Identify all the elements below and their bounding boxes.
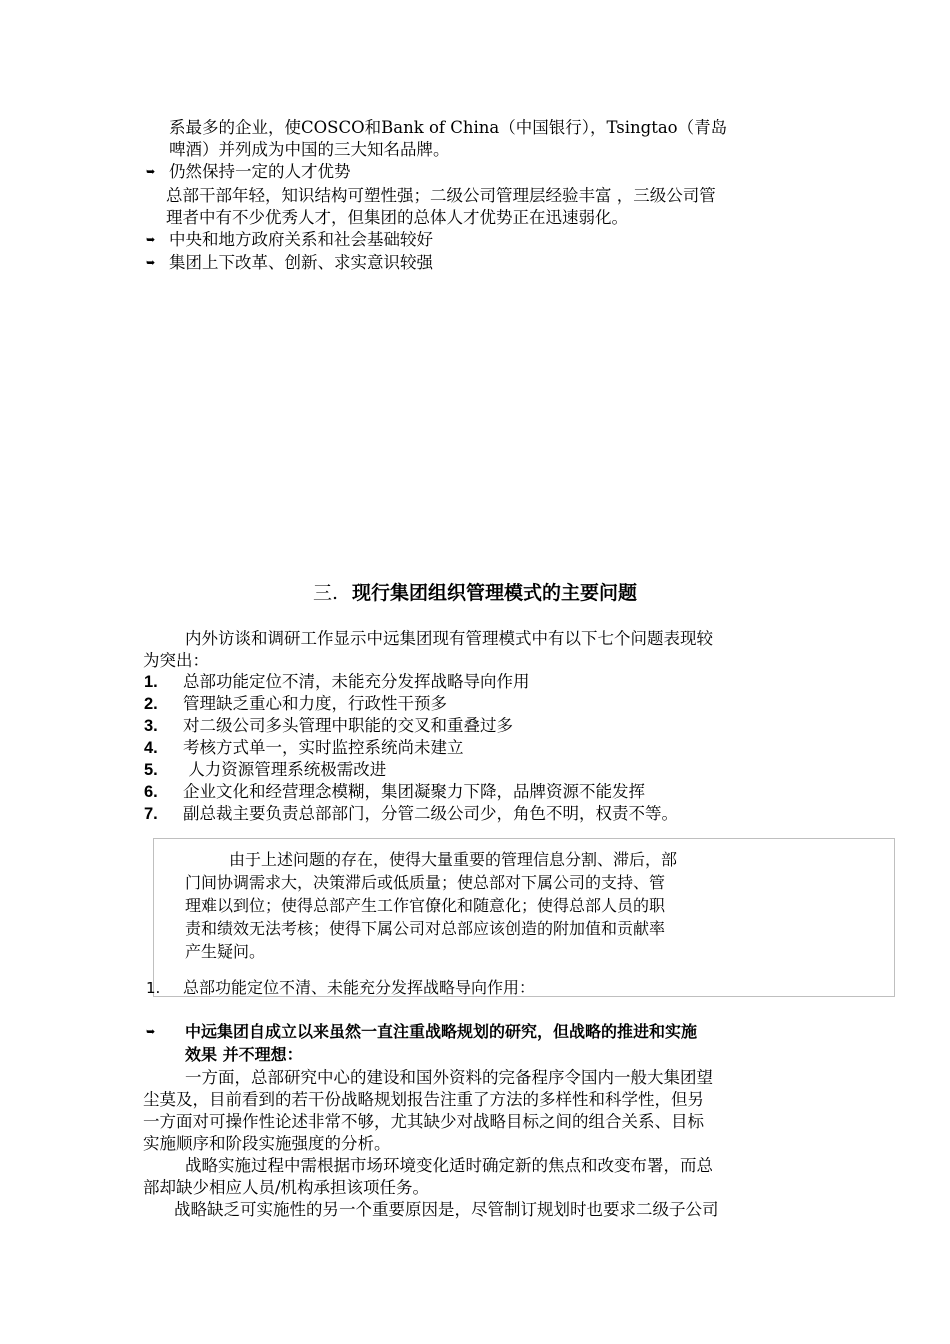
arrow-bullet-icon: ➥ [146, 233, 156, 246]
bullet-talent: 仍然保持一定的人才优势 [169, 162, 351, 181]
p1-line1: 一方面，总部研究中心的建设和国外资料的完备程序令国内一般大集团望 [185, 1068, 713, 1087]
bullet-reform: 集团上下改革、创新、求实意识较强 [169, 253, 433, 272]
p1-line2: 尘莫及，目前看到的若干份战略规划报告注重了方法的多样性和科学性，但另 [143, 1090, 704, 1109]
arrow-bullet-icon: ➥ [146, 256, 156, 269]
callout-line4: 责和绩效无法考核；使得下属公司对总部应该创造的附加值和贡献率 [185, 919, 666, 938]
callout-line2: 门间协调需求大，决策滞后或低质量；使总部对下属公司的支持、管 [185, 873, 666, 892]
para2-line1: 总部干部年轻，知识结构可塑性强；二级公司管理层经验丰富 ，三级公司管 [166, 186, 716, 205]
p2-line2: 部却缺少相应人员/机构承担该项任务。 [143, 1178, 430, 1197]
arrow-bullet-icon: ➥ [146, 1025, 156, 1038]
p1-line4: 实施顺序和阶段实施强度的分析。 [143, 1134, 391, 1153]
callout-line1: 由于上述问题的存在，使得大量重要的管理信息分割、滞后，部 [229, 850, 678, 869]
strategy-bullet-line2: 效果 并不理想： [185, 1045, 303, 1064]
callout-line3: 理难以到位；使得总部产生工作官僚化和随意化；使得总部人员的职 [185, 896, 666, 915]
intro-line1: 内外访谈和调研工作显示中远集团现有管理模式中有以下七个问题表现较 [185, 629, 713, 648]
arrow-bullet-icon: ➥ [146, 165, 156, 178]
section-number: 三. [312, 582, 339, 604]
section-heading [0, 580, 950, 606]
section-title: 现行集团组织管理模式的主要问题 [352, 582, 638, 604]
bullet-government: 中央和地方政府关系和社会基础较好 [169, 230, 433, 249]
p2-line1: 战略实施过程中需根据市场环境变化适时确定新的焦点和改变布署，而总 [185, 1156, 713, 1175]
subsection-title: 总部功能定位不清、未能充分发挥战略导向作用： [183, 978, 536, 997]
strategy-bullet-line1: 中远集团自成立以来虽然一直注重战略规划的研究，但战略的推进和实施 [185, 1022, 698, 1041]
intro-line2: 为突出： [143, 651, 209, 670]
p3-line1: 战略缺乏可实施性的另一个重要原因是，尽管制订规划时也要求二级子公司 [174, 1200, 719, 1219]
para2-line2: 理者中有不少优秀人才，但集团的总体人才优势正在迅速弱化。 [166, 208, 628, 227]
subsection-number: 1. [146, 979, 161, 997]
para1-line1: 系最多的企业，使COSCO和Bank of China（中国银行），Tsingtao（青岛 [169, 118, 728, 137]
p1-line3: 一方面对可操作性论述非常不够，尤其缺少对战略目标之间的组合关系、目标 [143, 1112, 704, 1131]
callout-line5: 产生疑问。 [185, 942, 266, 961]
para1-line2: 啤酒）并列成为中国的三大知名品牌。 [169, 140, 450, 159]
